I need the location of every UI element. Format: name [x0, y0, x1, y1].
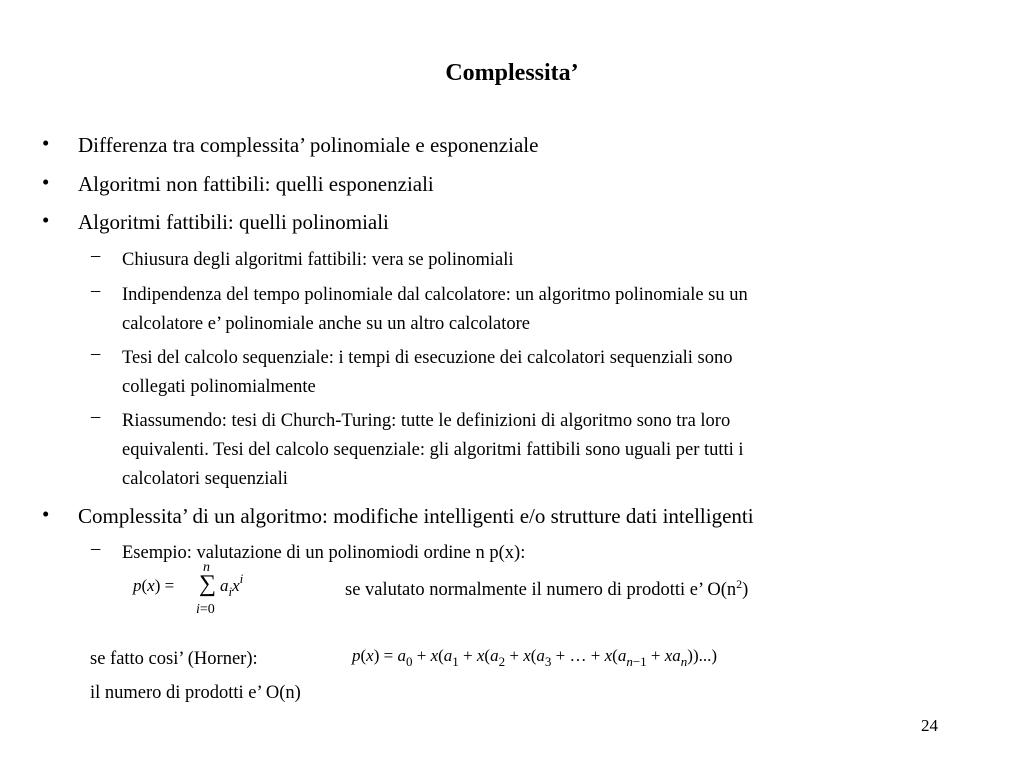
bullet-marker: •: [42, 170, 50, 194]
normal-complexity-label: se valutato normalmente il numero di prodotti e’ O(n: [345, 580, 737, 601]
horner-result: il numero di prodotti e’ O(n): [90, 683, 301, 703]
dash-marker: –: [91, 281, 101, 301]
dash-marker: –: [91, 539, 101, 559]
bullet-marker: •: [42, 502, 50, 526]
sum-symbol: ∑: [199, 571, 217, 597]
bullet-marker: •: [42, 208, 50, 232]
horner-label: se fatto cosi’ (Horner):: [90, 649, 258, 669]
sub-bullet-text: equivalenti. Tesi del calcolo sequenziale: gli algoritmi fattibili sono uguali per tutti i: [122, 440, 744, 460]
sub-bullet-item: [91, 281, 748, 339]
bullet-text: Complessita’ di un algoritmo: modifiche intelligenti e/o strutture dati intelligenti: [78, 504, 754, 528]
sum-upper-limit: n: [203, 560, 210, 575]
sub-bullet-text: Esempio: valutazione di un polinomiodi ordine n p(x):: [122, 543, 526, 563]
sub-bullet-text: Riassumendo: tesi di Church-Turing: tutte le definizioni di algoritmo sono tra loro: [122, 411, 731, 431]
bullet-item: [42, 170, 434, 199]
bullet-text: Algoritmi non fattibili: quelli esponenziali: [78, 172, 434, 196]
complexity-exponent: 2: [736, 577, 743, 591]
dash-marker: –: [91, 407, 101, 427]
complexity-close: ): [742, 580, 749, 601]
slide-title: Complessita’: [445, 60, 579, 86]
sub-bullet-text: collegati polinomialmente: [122, 377, 316, 397]
sub-bullet-item: [91, 407, 744, 494]
bullet-item: [42, 208, 389, 237]
sub-bullet-item: [91, 539, 526, 568]
bullet-text: Differenza tra complessita’ polinomiale e esponenziale: [78, 133, 539, 157]
sub-bullet-item: [91, 246, 514, 275]
formula-term: $a_ix^i$: [220, 571, 244, 599]
bullet-marker: •: [42, 131, 50, 155]
dash-marker: –: [91, 344, 101, 364]
bullet-item: [42, 131, 539, 160]
bullet-text: Algoritmi fattibili: quelli polinomiali: [78, 210, 389, 234]
horner-formula: $p(x) = a_0 + x(a_1 + x(a_2 + x(a_3$ + … + $x(a_{n-1} + xa_n)$)...): [352, 646, 718, 669]
normal-complexity-text: [345, 577, 748, 601]
sum-lower-limit: i=0: [196, 602, 215, 617]
bullet-item: [42, 502, 754, 531]
sub-bullet-text: Tesi del calcolo sequenziale: i tempi di esecuzione dei calcolatori sequenziali sono: [122, 348, 733, 368]
sub-bullet-text: Indipendenza del tempo polinomiale dal calcolatore: un algoritmo polinomiale su un: [122, 285, 748, 305]
sub-bullet-text: calcolatori sequenziali: [122, 469, 288, 489]
sub-bullet-text: Chiusura degli algoritmi fattibili: vera se polinomiali: [122, 250, 514, 270]
sub-bullet-text: calcolatore e’ polinomiale anche su un altro calcolatore: [122, 314, 531, 334]
sub-bullet-item: [91, 344, 733, 402]
page-number: 24: [921, 716, 938, 735]
formula-lhs: p(x) =: [133, 576, 175, 595]
dash-marker: –: [91, 246, 101, 266]
